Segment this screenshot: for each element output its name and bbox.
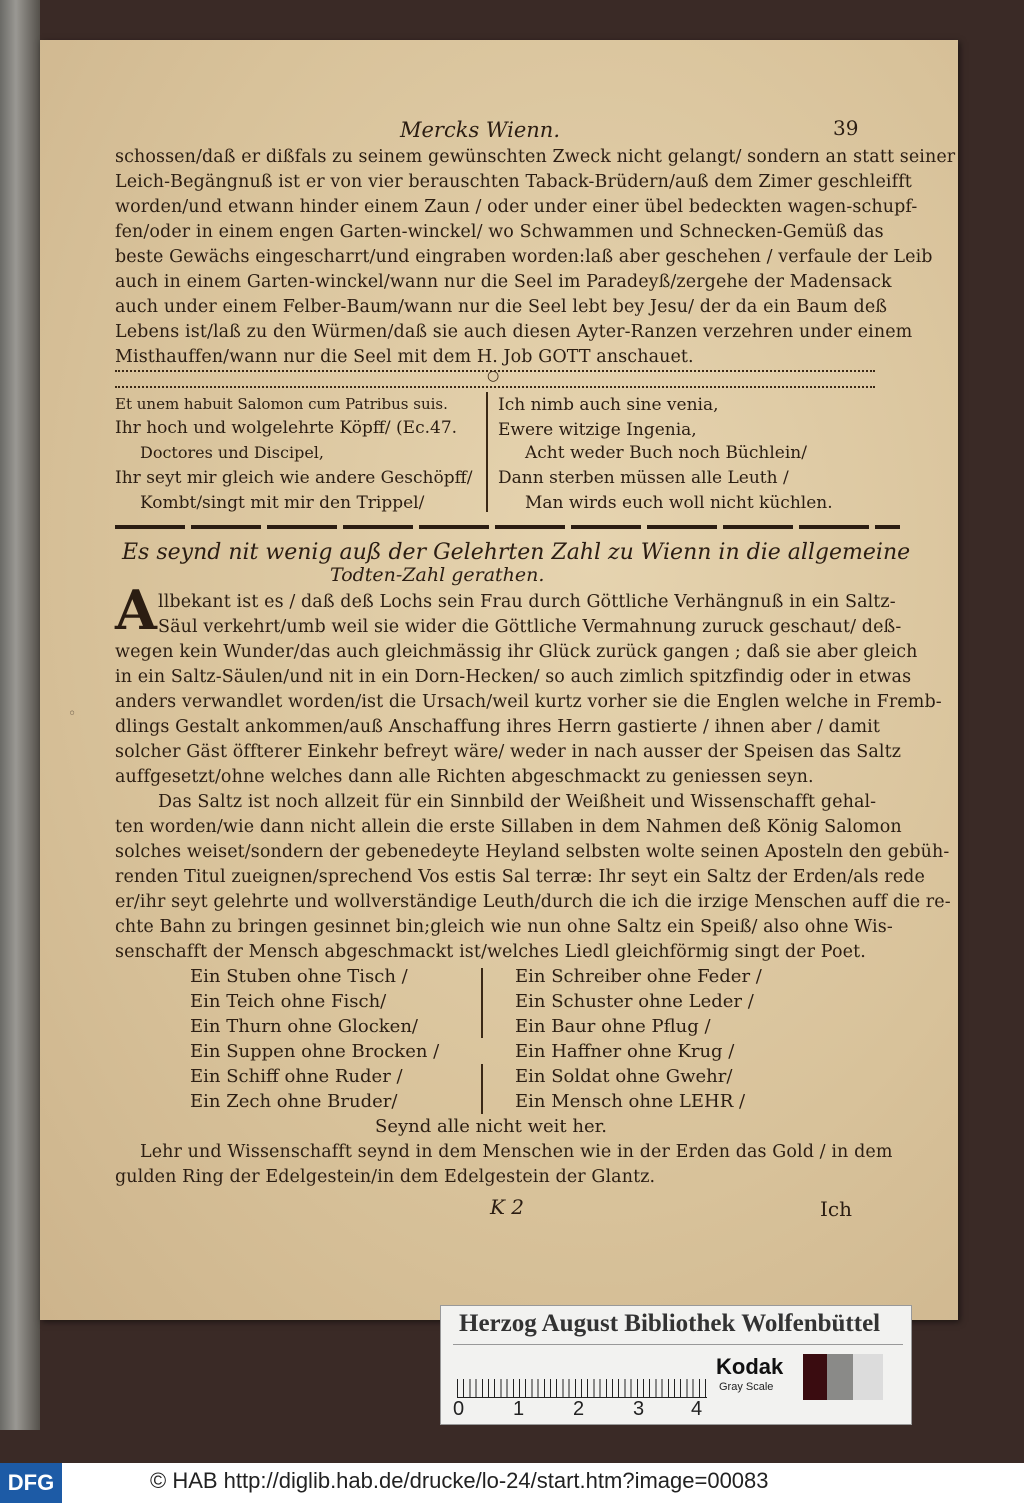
list-closing-line: Seynd alle nicht weit her. bbox=[375, 1116, 607, 1137]
text-line: solcher Gäst öffterer Einkehr befreyt wäre/ weder in nach ausser der Speisen das Saltz bbox=[115, 742, 902, 762]
text-line: wegen kein Wunder/das auch gleichmässig ihr Glück zurück gangen ; daß sie aber gleich bbox=[115, 642, 918, 662]
text-line: renden Titul zueignen/sprechend Vos estis Sal terræ: Ihr seyt ein Saltz der Erden/als rede bbox=[115, 867, 925, 887]
text-line: Säul verkehrt/umb weil sie wider die Göttliche Vermahnung zuruck geschaut/ deß- bbox=[158, 617, 902, 637]
text-line: beste Gewächs eingescharrt/und eingraben worden:laß aber geschehen / verfaule der Leib bbox=[115, 247, 933, 267]
verse-right-line: Dann sterben müssen alle Leuth / bbox=[498, 468, 789, 488]
ruler-number: 0 bbox=[453, 1398, 465, 1420]
text-line: Leich-Begängnuß ist er von vier berauschten Taback-Brüdern/auß dem Zimer geschleifft bbox=[115, 172, 912, 192]
section-heading: Es seynd nit wenig auß der Gelehrten Zahl zu Wienn in die allgemeine bbox=[122, 540, 911, 565]
ornamental-rule: ○ bbox=[115, 370, 875, 388]
color-target-card bbox=[440, 1305, 912, 1425]
verse-left-line: Ihr seyt mir gleich wie andere Geschöpff/ bbox=[115, 468, 473, 488]
card-divider bbox=[453, 1344, 903, 1345]
scale-ruler bbox=[457, 1361, 707, 1398]
section-rule bbox=[115, 525, 900, 529]
text-line: auch in einem Garten-winckel/wann nur die Seel im Paradeyß/zergehe der Madensack bbox=[115, 272, 892, 292]
ruler-number: 4 bbox=[691, 1398, 703, 1420]
list-right-item: Ein Haffner ohne Krug / bbox=[515, 1041, 735, 1062]
text-line: auffgesetzt/ohne welches dann alle Richten abgeschmackt zu geniessen seyn. bbox=[115, 767, 814, 787]
list-left-item: Ein Thurn ohne Glocken/ bbox=[190, 1016, 418, 1037]
text-line: er/ihr seyt gelehrte und wollverständige Leuth/durch die ich die irzige Menschen auff die re- bbox=[115, 892, 951, 912]
verse-right-line: Ewere witzige Ingenia, bbox=[498, 420, 697, 440]
page-number: 39 bbox=[833, 116, 859, 140]
list-right-item: Ein Soldat ohne Gwehr/ bbox=[515, 1066, 733, 1087]
swatch-mid bbox=[827, 1354, 853, 1400]
swatch-dark bbox=[803, 1354, 827, 1400]
verse-right-line: Ich nimb auch sine venia, bbox=[498, 395, 719, 415]
drop-cap: A bbox=[115, 578, 157, 642]
list-divider-lower bbox=[481, 1064, 483, 1114]
list-right-item: Ein Schreiber ohne Feder / bbox=[515, 966, 762, 987]
paper-blemish: ◦ bbox=[68, 706, 77, 722]
dfg-logo: DFG bbox=[0, 1463, 62, 1503]
text-line: gulden Ring der Edelgestein/in dem Edelgestein der Glantz. bbox=[115, 1167, 656, 1187]
section-heading: Todten-Zahl gerathen. bbox=[330, 564, 545, 586]
list-right-item: Ein Mensch ohne LEHR / bbox=[515, 1091, 746, 1112]
verse-left-line: Doctores und Discipel, bbox=[140, 443, 324, 462]
verse-divider bbox=[486, 392, 488, 512]
text-line: Misthauffen/wann nur die Seel mit dem H. Job GOTT anschauet. bbox=[115, 347, 694, 367]
book-spine-edge bbox=[0, 0, 40, 1430]
list-left-item: Ein Teich ohne Fisch/ bbox=[190, 991, 387, 1012]
list-left-item: Ein Zech ohne Bruder/ bbox=[190, 1091, 398, 1112]
list-right-item: Ein Baur ohne Pflug / bbox=[515, 1016, 711, 1037]
text-line: fen/oder in einem engen Garten-winckel/ wo Schwammen und Schnecken-Gemüß das bbox=[115, 222, 884, 242]
gray-scale-label: Gray Scale bbox=[719, 1381, 774, 1393]
list-left-item: Ein Suppen ohne Brocken / bbox=[190, 1041, 440, 1062]
text-line: schossen/daß er dißfals zu seinem gewünschten Zweck nicht gelangt/ sondern an statt seiner bbox=[115, 147, 956, 167]
text-line: dlings Gestalt ankommen/auß Anschaffung ihres Herrn gastierte / ihnen aber / damit bbox=[115, 717, 881, 737]
swatch-light bbox=[853, 1354, 883, 1400]
ruler-number: 3 bbox=[633, 1398, 645, 1420]
list-divider-upper bbox=[481, 968, 483, 1038]
verse-left-line: Ihr hoch und wolgelehrte Köpff/ (Ec.47. bbox=[115, 418, 458, 438]
list-left-item: Ein Schiff ohne Ruder / bbox=[190, 1066, 403, 1087]
credit-url[interactable]: © HAB http://diglib.hab.de/drucke/lo-24/start.htm?image=00083 bbox=[150, 1468, 769, 1493]
text-line: llbekant ist es / daß deß Lochs sein Frau durch Göttliche Verhängnuß in ein Saltz- bbox=[158, 592, 896, 612]
kodak-logo: Kodak bbox=[716, 1354, 784, 1379]
text-line: in ein Saltz-Säulen/und nit in ein Dorn-Hecken/ so auch zimlich spitzfindig oder in etwas bbox=[115, 667, 912, 687]
text-line: senschafft der Mensch abgeschmackt ist/welches Liedl gleichförmig singt der Poet. bbox=[115, 942, 866, 962]
library-name: Herzog August Bibliothek Wolfenbüttel bbox=[459, 1310, 881, 1337]
text-line: Lebens ist/laß zu den Würmen/daß sie auch diesen Ayter-Ranzen verzehren under einem bbox=[115, 322, 913, 342]
text-line: auch under einem Felber-Baum/wann nur die Seel lebt bey Jesu/ der da ein Baum deß bbox=[115, 297, 888, 317]
catchword: Ich bbox=[820, 1197, 852, 1221]
list-left-item: Ein Stuben ohne Tisch / bbox=[190, 966, 408, 987]
text-line: ten worden/wie dann nicht allein die erste Sillaben in dem Nahmen deß König Salomon bbox=[115, 817, 902, 837]
verse-right-line: Acht weder Buch noch Büchlein/ bbox=[525, 443, 807, 463]
text-line: worden/und etwann hinder einem Zaun / oder under einer übel bedeckten wagen-schupf- bbox=[115, 197, 918, 217]
verse-left-line: Et unem habuit Salomon cum Patribus suis. bbox=[115, 395, 448, 413]
ruler-number: 1 bbox=[513, 1398, 525, 1420]
book-page bbox=[40, 40, 958, 1320]
text-line: Das Saltz ist noch allzeit für ein Sinnbild der Weißheit und Wissenschafft gehal- bbox=[158, 792, 877, 812]
footer-bar bbox=[0, 1463, 1024, 1503]
text-line: Lehr und Wissenschafft seynd in dem Menschen wie in der Erden das Gold / in dem bbox=[140, 1142, 893, 1162]
list-right-item: Ein Schuster ohne Leder / bbox=[515, 991, 754, 1012]
text-line: solches weiset/sondern der gebenedeyte Heyland selbsten wolte seinen Aposteln den gebüh- bbox=[115, 842, 950, 862]
ruler-number: 2 bbox=[573, 1398, 585, 1420]
verse-right-line: Man wirds euch woll nicht küchlen. bbox=[525, 493, 833, 513]
text-line: chte Bahn zu bringen gesinnet bin;gleich wie nun ohne Saltz ein Speiß/ also ohne Wis- bbox=[115, 917, 893, 937]
text-line: anders verwandlet worden/ist die Ursach/weil kurtz vorher sie die Englen welche in Fremb- bbox=[115, 692, 942, 712]
verse-left-line: Kombt/singt mit mir den Trippel/ bbox=[140, 493, 425, 513]
running-header: Mercks Wienn. bbox=[400, 118, 560, 142]
signature-mark: K 2 bbox=[490, 1195, 525, 1219]
